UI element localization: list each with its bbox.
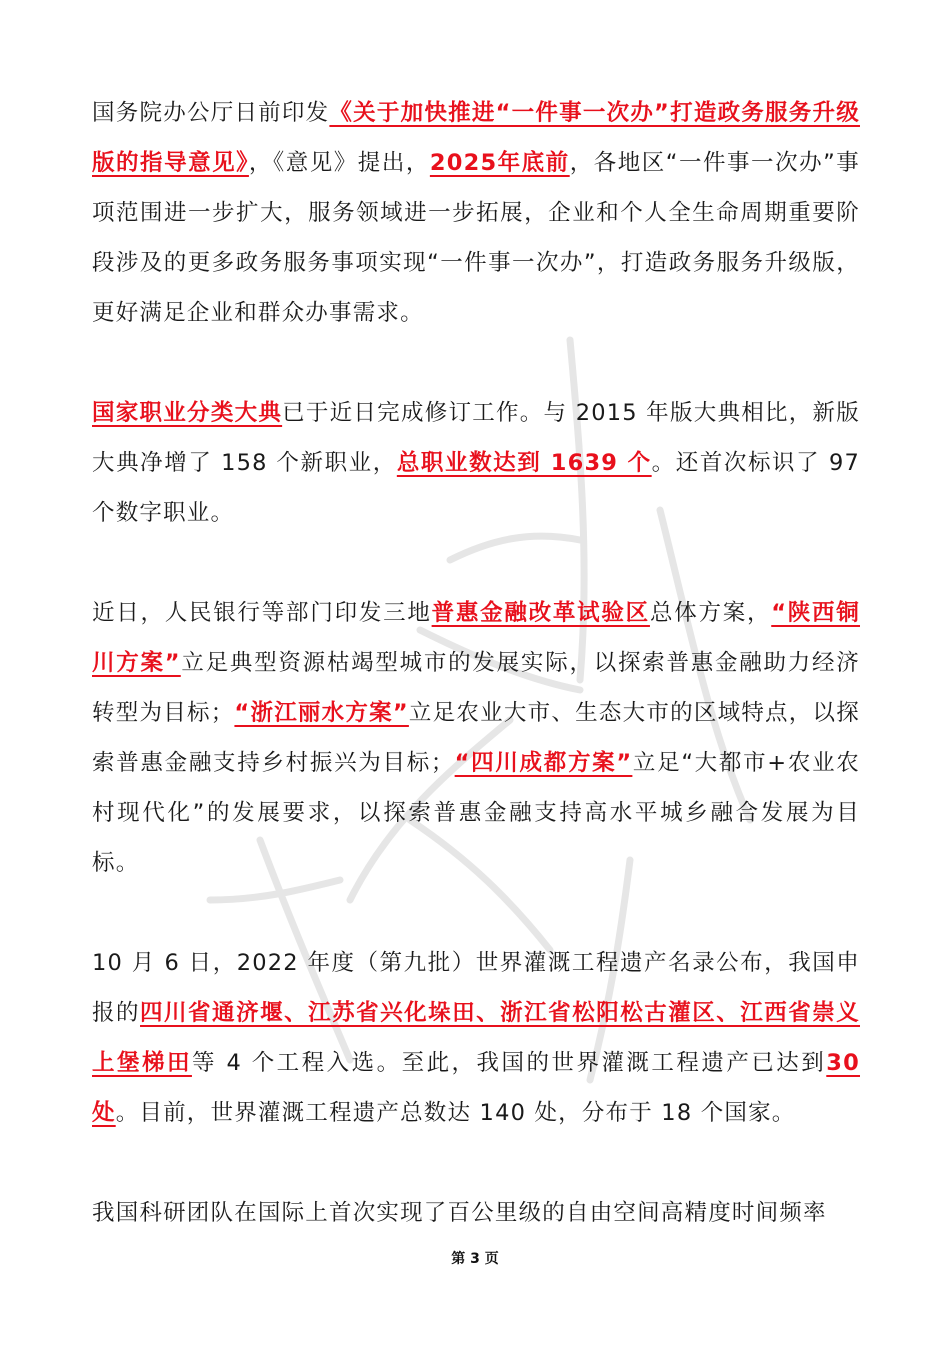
paragraph-5 — [92, 1188, 860, 1238]
body-text: 国务院办公厅日前印发 — [92, 100, 330, 126]
highlighted-text: 30处 — [92, 1050, 860, 1126]
highlighted-text: 《关于加快推进“一件事一次办”打造政务服务升级版的指导意见》 — [92, 100, 860, 176]
body-text: 立足“大都市+农业农村现代化”的发展要求，以探索普惠金融支持高水平城乡融合发展为目标。 — [92, 750, 860, 876]
highlighted-text: “陕西铜川方案” — [92, 600, 860, 676]
paragraph-2 — [92, 388, 860, 538]
body-text: 立足农业大市、生态大市的区域特点，以探索普惠金融支持乡村振兴为目标； — [92, 700, 860, 776]
body-text: 总体方案， — [649, 600, 772, 626]
body-text: 10 月 6 日，2022 年度（第九批）世界灌溉工程遗产名录公布，我国申报的 — [92, 950, 860, 1026]
body-text: 我国科研团队在国际上首次实现了百公里级的自由空间高精度时间频率 — [92, 1200, 827, 1226]
body-text: 已于近日完成修订工作。与 2015 年版大典相比，新版大典净增了 158 个新职业， — [92, 400, 861, 476]
body-text: ，各地区“一件事一次办”事项范围进一步扩大，服务领域进一步拓展，企业和个人全生命周期重要阶段涉及的更多政务服务事项实现“一件事一次办”，打造政务服务升级版，更好满足企业和群众办事需求。 — [92, 150, 860, 326]
article-body — [92, 88, 860, 1288]
body-text: 近日，人民银行等部门印发三地 — [92, 600, 432, 626]
page-number: 第 3 页 — [451, 1251, 499, 1267]
body-text: 等 4 个工程入选。至此，我国的世界灌溉工程遗产已达到 — [191, 1050, 827, 1076]
highlighted-text: 四川省通济堰、江苏省兴化垛田、浙江省松阳松古灌区、江西省崇义上堡梯田 — [92, 1000, 860, 1076]
paragraph-3 — [92, 588, 860, 888]
highlighted-text: “四川成都方案” — [454, 750, 633, 776]
highlighted-text: “浙江丽水方案” — [234, 700, 409, 726]
highlighted-text: 2025年底前 — [429, 150, 570, 176]
highlighted-text: 国家职业分类大典 — [92, 400, 283, 426]
body-text: 立足典型资源枯竭型城市的发展实际，以探索普惠金融助力经济转型为目标； — [92, 650, 860, 726]
body-text: 。还首次标识了 97 个数字职业。 — [92, 450, 860, 526]
paragraph-4 — [92, 938, 860, 1138]
highlighted-text: 总职业数达到 1639 个 — [396, 450, 652, 476]
body-text: ，《意见》提出， — [248, 150, 430, 176]
body-text: 。目前，世界灌溉工程遗产总数达 140 处，分布于 18 个国家。 — [115, 1100, 796, 1126]
paragraph-1 — [92, 88, 860, 338]
highlighted-text: 普惠金融改革试验区 — [431, 600, 650, 626]
